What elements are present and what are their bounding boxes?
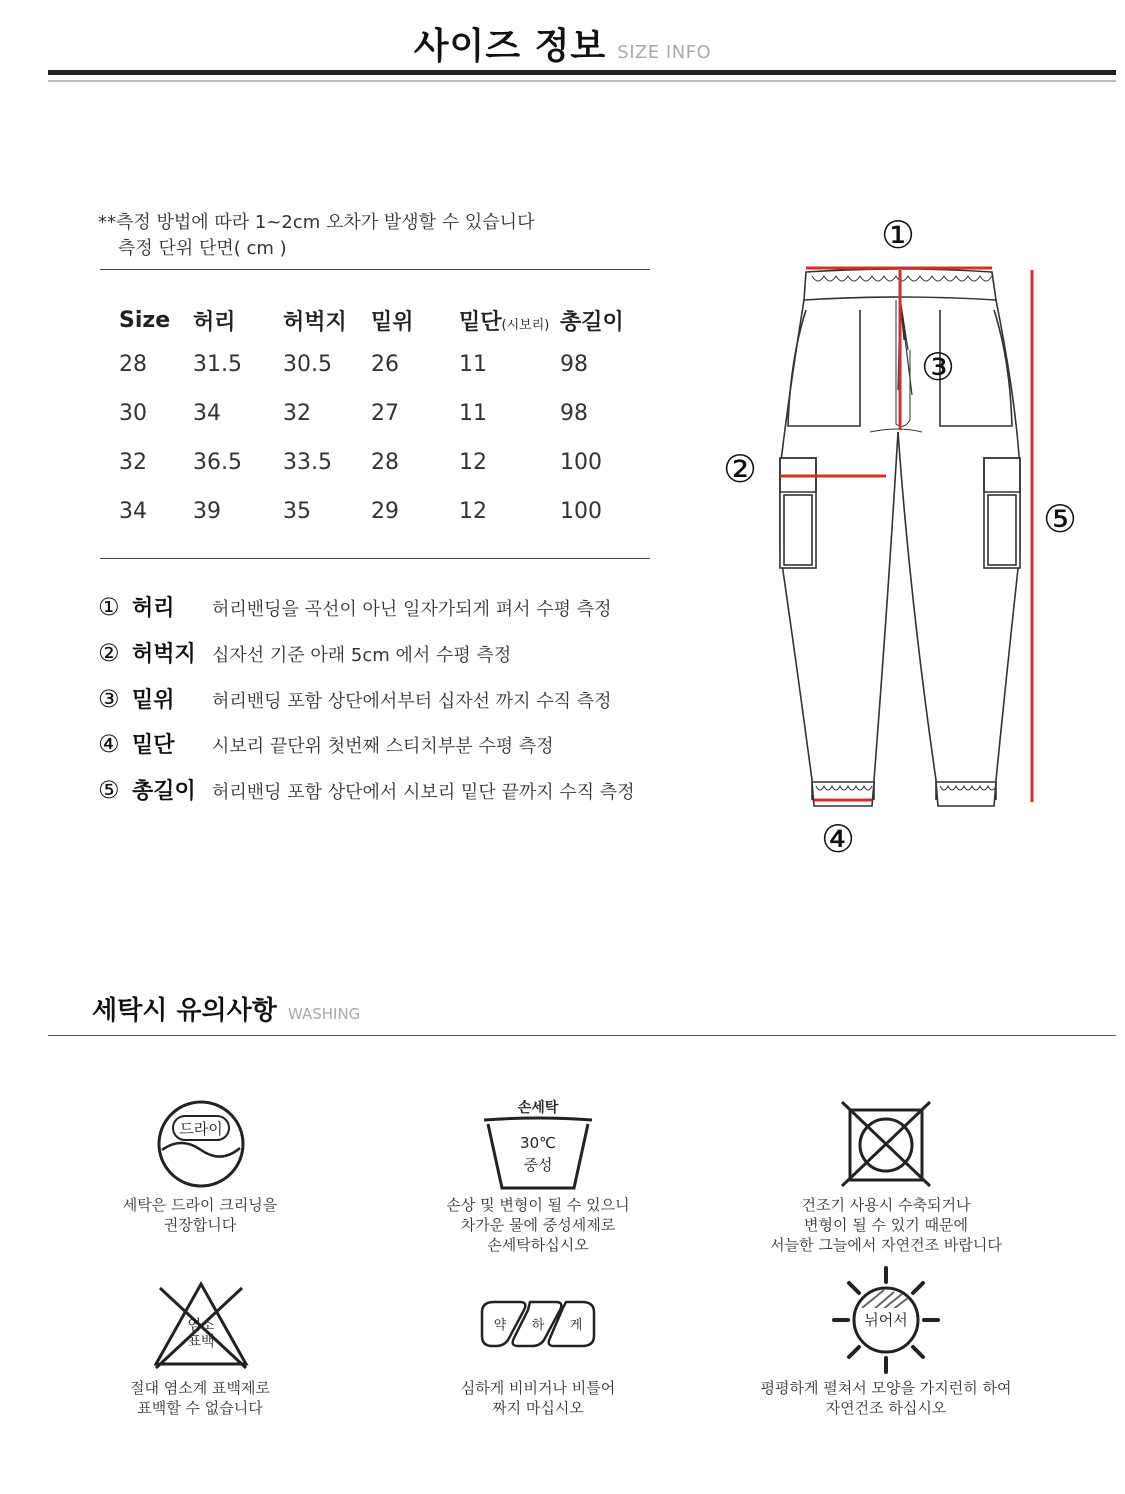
hand-wash-icon-detergent: 중성	[523, 1156, 553, 1174]
wash-instruction-no-tumble-dry	[736, 1195, 1036, 1255]
flat-dry-icon-label: 뉘어서	[864, 1311, 908, 1329]
marker-3: ③	[920, 345, 956, 389]
table-row	[100, 340, 650, 389]
measurement-unit-note: 측정 단위 단면( cm )	[118, 238, 287, 259]
no-bleach-icon-line1: 염소	[187, 1318, 215, 1334]
marker-4: ④	[820, 817, 856, 861]
legend-number: ⑤	[98, 776, 120, 804]
size-table	[100, 300, 650, 536]
marker-5: ⑤	[1042, 497, 1078, 541]
legend-label: 허리	[132, 596, 175, 621]
legend-label: 총길이	[132, 779, 196, 804]
hand-wash-icon-temp: 30℃	[520, 1134, 556, 1152]
dry-clean-icon	[155, 1098, 247, 1190]
marker-2: ②	[722, 447, 758, 491]
marker-1: ①	[880, 213, 916, 257]
wash-line: 세탁은 드라이 크리닝을	[122, 1196, 278, 1214]
legend-label: 허벅지	[132, 642, 196, 667]
legend-description: 시보리 끝단위 첫번째 스티치부분 수평 측정	[212, 736, 554, 757]
washing-title-english: WASHING	[287, 1005, 361, 1023]
gentle-wring-icon-text1: 약	[493, 1318, 507, 1333]
header-waist: 허리	[193, 309, 236, 335]
wash-line: 권장합니다	[163, 1216, 237, 1234]
cell-thigh: 32	[283, 401, 311, 426]
legend-label: 밑위	[132, 688, 175, 713]
gentle-wring-icon-text3: 게	[569, 1318, 583, 1333]
cell-thigh: 33.5	[283, 450, 332, 475]
title-english: SIZE INFO	[617, 42, 712, 63]
cell-waist: 36.5	[193, 450, 242, 475]
no-bleach-icon	[148, 1276, 254, 1372]
cell-size: 32	[119, 450, 147, 475]
header-divider	[48, 70, 1116, 75]
cell-rise: 28	[371, 450, 399, 475]
wash-line: 짜지 마십시오	[492, 1399, 584, 1417]
cell-waist: 34	[193, 401, 221, 426]
header-hem-sub: (시보리)	[501, 317, 550, 333]
header-hem	[459, 300, 560, 340]
hand-wash-icon	[478, 1094, 598, 1194]
cell-length: 100	[560, 450, 602, 475]
cell-hem: 11	[459, 401, 487, 426]
wash-line: 손세탁하십시오	[487, 1236, 589, 1254]
cell-thigh: 30.5	[283, 352, 332, 377]
legend-description: 허리밴딩 포함 상단에서 시보리 밑단 끝까지 수직 측정	[212, 782, 635, 803]
no-bleach-icon-line2: 표백	[187, 1334, 215, 1350]
legend-number: ②	[98, 639, 120, 667]
legend-description: 허리밴딩 포함 상단에서부터 십자선 까지 수직 측정	[212, 691, 612, 712]
flat-dry-sun-icon	[832, 1266, 940, 1374]
gentle-wring-icon	[478, 1296, 598, 1350]
wash-line: 건조기 사용시 수축되거나	[801, 1196, 971, 1214]
wash-instruction-dry-clean	[80, 1195, 320, 1235]
hand-wash-icon-top: 손세탁	[517, 1100, 559, 1116]
cell-thigh: 35	[283, 499, 311, 524]
wash-line: 절대 염소계 표백제로	[130, 1379, 270, 1397]
header-thigh: 허벅지	[283, 309, 347, 335]
cell-waist: 39	[193, 499, 221, 524]
washing-divider	[48, 1035, 1116, 1036]
header-length: 총길이	[560, 309, 624, 335]
cell-size: 30	[119, 401, 147, 426]
cell-length: 100	[560, 499, 602, 524]
cell-rise: 27	[371, 401, 399, 426]
wash-line: 자연건조 하십시오	[825, 1399, 947, 1417]
pants-measurement-diagram	[700, 200, 1100, 880]
legend-number: ①	[98, 593, 120, 621]
page-title	[0, 18, 1125, 69]
wash-line: 평평하게 펼쳐서 모양을 가지런히 하여	[760, 1379, 1012, 1397]
legend-item-rise	[98, 683, 611, 713]
legend-item-length	[98, 774, 635, 804]
table-top-divider	[100, 269, 650, 270]
legend-label: 밑단	[132, 733, 175, 758]
table-row	[100, 438, 650, 487]
table-row	[100, 487, 650, 536]
legend-number: ③	[98, 685, 120, 713]
cell-size: 28	[119, 352, 147, 377]
legend-number: ④	[98, 730, 120, 758]
cell-waist: 31.5	[193, 352, 242, 377]
wash-instruction-flat-dry	[736, 1378, 1036, 1418]
wash-line: 차가운 물에 중성세제로	[460, 1216, 616, 1234]
header-size: Size	[119, 307, 171, 333]
wash-line: 심하게 비비거나 비틀어	[460, 1379, 616, 1397]
table-bottom-divider	[100, 558, 650, 559]
header-rise: 밑위	[371, 309, 414, 335]
wash-line: 표백할 수 없습니다	[137, 1399, 263, 1417]
legend-description: 허리밴딩을 곡선이 아닌 일자가되게 펴서 수평 측정	[212, 599, 612, 620]
cell-rise: 29	[371, 499, 399, 524]
legend-description: 십자선 기준 아래 5cm 에서 수평 측정	[212, 645, 512, 666]
wash-instruction-hand-wash	[400, 1195, 676, 1255]
header-hem-label: 밑단	[459, 309, 502, 335]
wash-instruction-no-bleach	[80, 1378, 320, 1418]
cell-length: 98	[560, 401, 588, 426]
cell-length: 98	[560, 352, 588, 377]
legend-item-thigh	[98, 637, 511, 667]
cell-rise: 26	[371, 352, 399, 377]
size-table-header	[100, 300, 650, 340]
header-divider-shadow	[48, 80, 1116, 82]
cell-hem: 12	[459, 499, 487, 524]
cell-hem: 12	[459, 450, 487, 475]
wash-line: 변형이 될 수 있기 때문에	[804, 1216, 968, 1234]
legend-item-waist	[98, 591, 611, 621]
washing-title-korean: 세탁시 유의사항	[92, 996, 277, 1026]
wash-line: 서늘한 그늘에서 자연건조 바랍니다	[770, 1236, 1002, 1254]
wash-line: 손상 및 변형이 될 수 있으니	[446, 1196, 630, 1214]
cell-size: 34	[119, 499, 147, 524]
measurement-note: **측정 방법에 따라 1~2cm 오차가 발생할 수 있습니다	[98, 212, 535, 233]
cell-hem: 11	[459, 352, 487, 377]
gentle-wring-icon-text2: 하	[531, 1318, 545, 1333]
wash-instruction-gentle-wring	[400, 1378, 676, 1418]
dry-clean-icon-label: 드라이	[179, 1120, 223, 1138]
washing-section-title	[92, 990, 360, 1027]
table-row	[100, 389, 650, 438]
no-tumble-dry-icon	[840, 1100, 932, 1188]
title-korean: 사이즈 정보	[413, 26, 607, 67]
legend-item-hem	[98, 728, 554, 758]
